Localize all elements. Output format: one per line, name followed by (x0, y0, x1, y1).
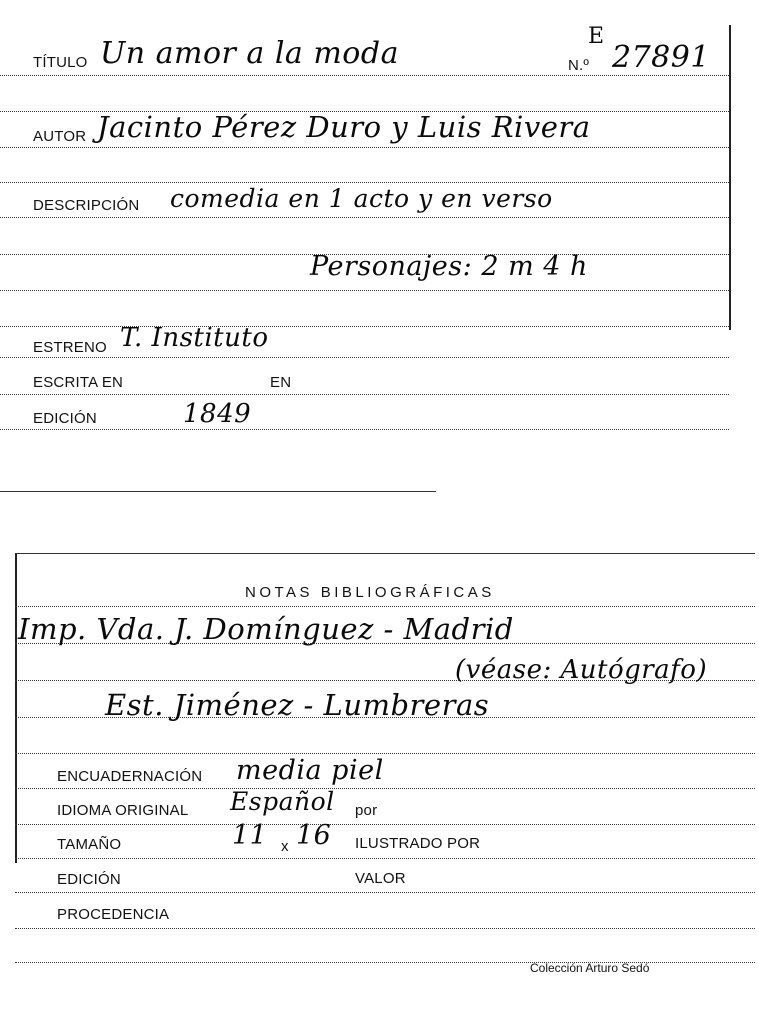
idioma-value: Español (230, 787, 335, 816)
bottom-card-left-edge (15, 553, 17, 863)
top-card (0, 0, 759, 500)
autor-label: AUTOR (33, 128, 87, 145)
tamano-width: 11 (232, 820, 268, 851)
top-card-right-edge (729, 25, 731, 330)
rule (15, 788, 755, 789)
edicion-label: EDICIÓN (33, 410, 97, 427)
en-label: EN (270, 374, 292, 391)
notes-line-2: Est. Jiménez - Lumbreras (105, 688, 490, 722)
notas-heading: NOTAS BIBLIOGRÁFICAS (245, 584, 495, 601)
numero-value: 27891 (612, 40, 710, 75)
edicion-label-bottom: EDICIÓN (57, 871, 121, 888)
ilustrado-label: ILUSTRADO POR (355, 835, 481, 852)
collection-footer: Colección Arturo Sedó (530, 961, 650, 975)
card-bottom-edge (0, 491, 436, 492)
rule (15, 928, 755, 929)
numero-label: N.º (568, 57, 590, 74)
notes-line-1: Imp. Vda. J. Domínguez - Madrid (18, 612, 514, 646)
autor-value: Jacinto Pérez Duro y Luis Rivera (97, 110, 591, 144)
por-label: por (355, 802, 378, 819)
rule (0, 429, 729, 430)
rule (15, 858, 755, 859)
notes-line-1-side: (véase: Autógrafo) (455, 655, 708, 685)
idioma-label: IDIOMA ORIGINAL (57, 802, 189, 819)
rule (15, 892, 755, 893)
rule (15, 753, 755, 754)
edicion-value: 1849 (183, 399, 252, 429)
numero-prefix: E (588, 24, 605, 49)
encuadernacion-label: ENCUADERNACIÓN (57, 768, 203, 785)
titulo-label: TÍTULO (33, 54, 88, 71)
rule (0, 217, 729, 218)
rule (0, 182, 729, 183)
procedencia-label: PROCEDENCIA (57, 906, 170, 923)
rule (15, 824, 755, 825)
escrita-label: ESCRITA EN (33, 374, 124, 391)
bottom-card-top-edge (15, 553, 755, 554)
descripcion-label: DESCRIPCIÓN (33, 197, 140, 214)
rule (0, 326, 729, 327)
estreno-label: ESTRENO (33, 339, 107, 356)
valor-label: VALOR (355, 870, 406, 887)
rule (0, 75, 729, 76)
descripcion-value: comedia en 1 acto y en verso (170, 184, 553, 213)
rule (0, 357, 729, 358)
tamano-x: x (281, 838, 289, 855)
tamano-label: TAMAÑO (57, 836, 122, 853)
encuadernacion-value: media piel (236, 755, 384, 786)
bottom-card (0, 540, 759, 1028)
titulo-value: Un amor a la moda (100, 36, 399, 71)
rule (0, 394, 729, 395)
estreno-value: T. Instituto (120, 323, 269, 353)
rule (15, 606, 755, 607)
rule (0, 147, 729, 148)
rule (0, 290, 729, 291)
personajes-value: Personajes: 2 m 4 h (310, 251, 588, 282)
tamano-height: 16 (296, 820, 332, 851)
